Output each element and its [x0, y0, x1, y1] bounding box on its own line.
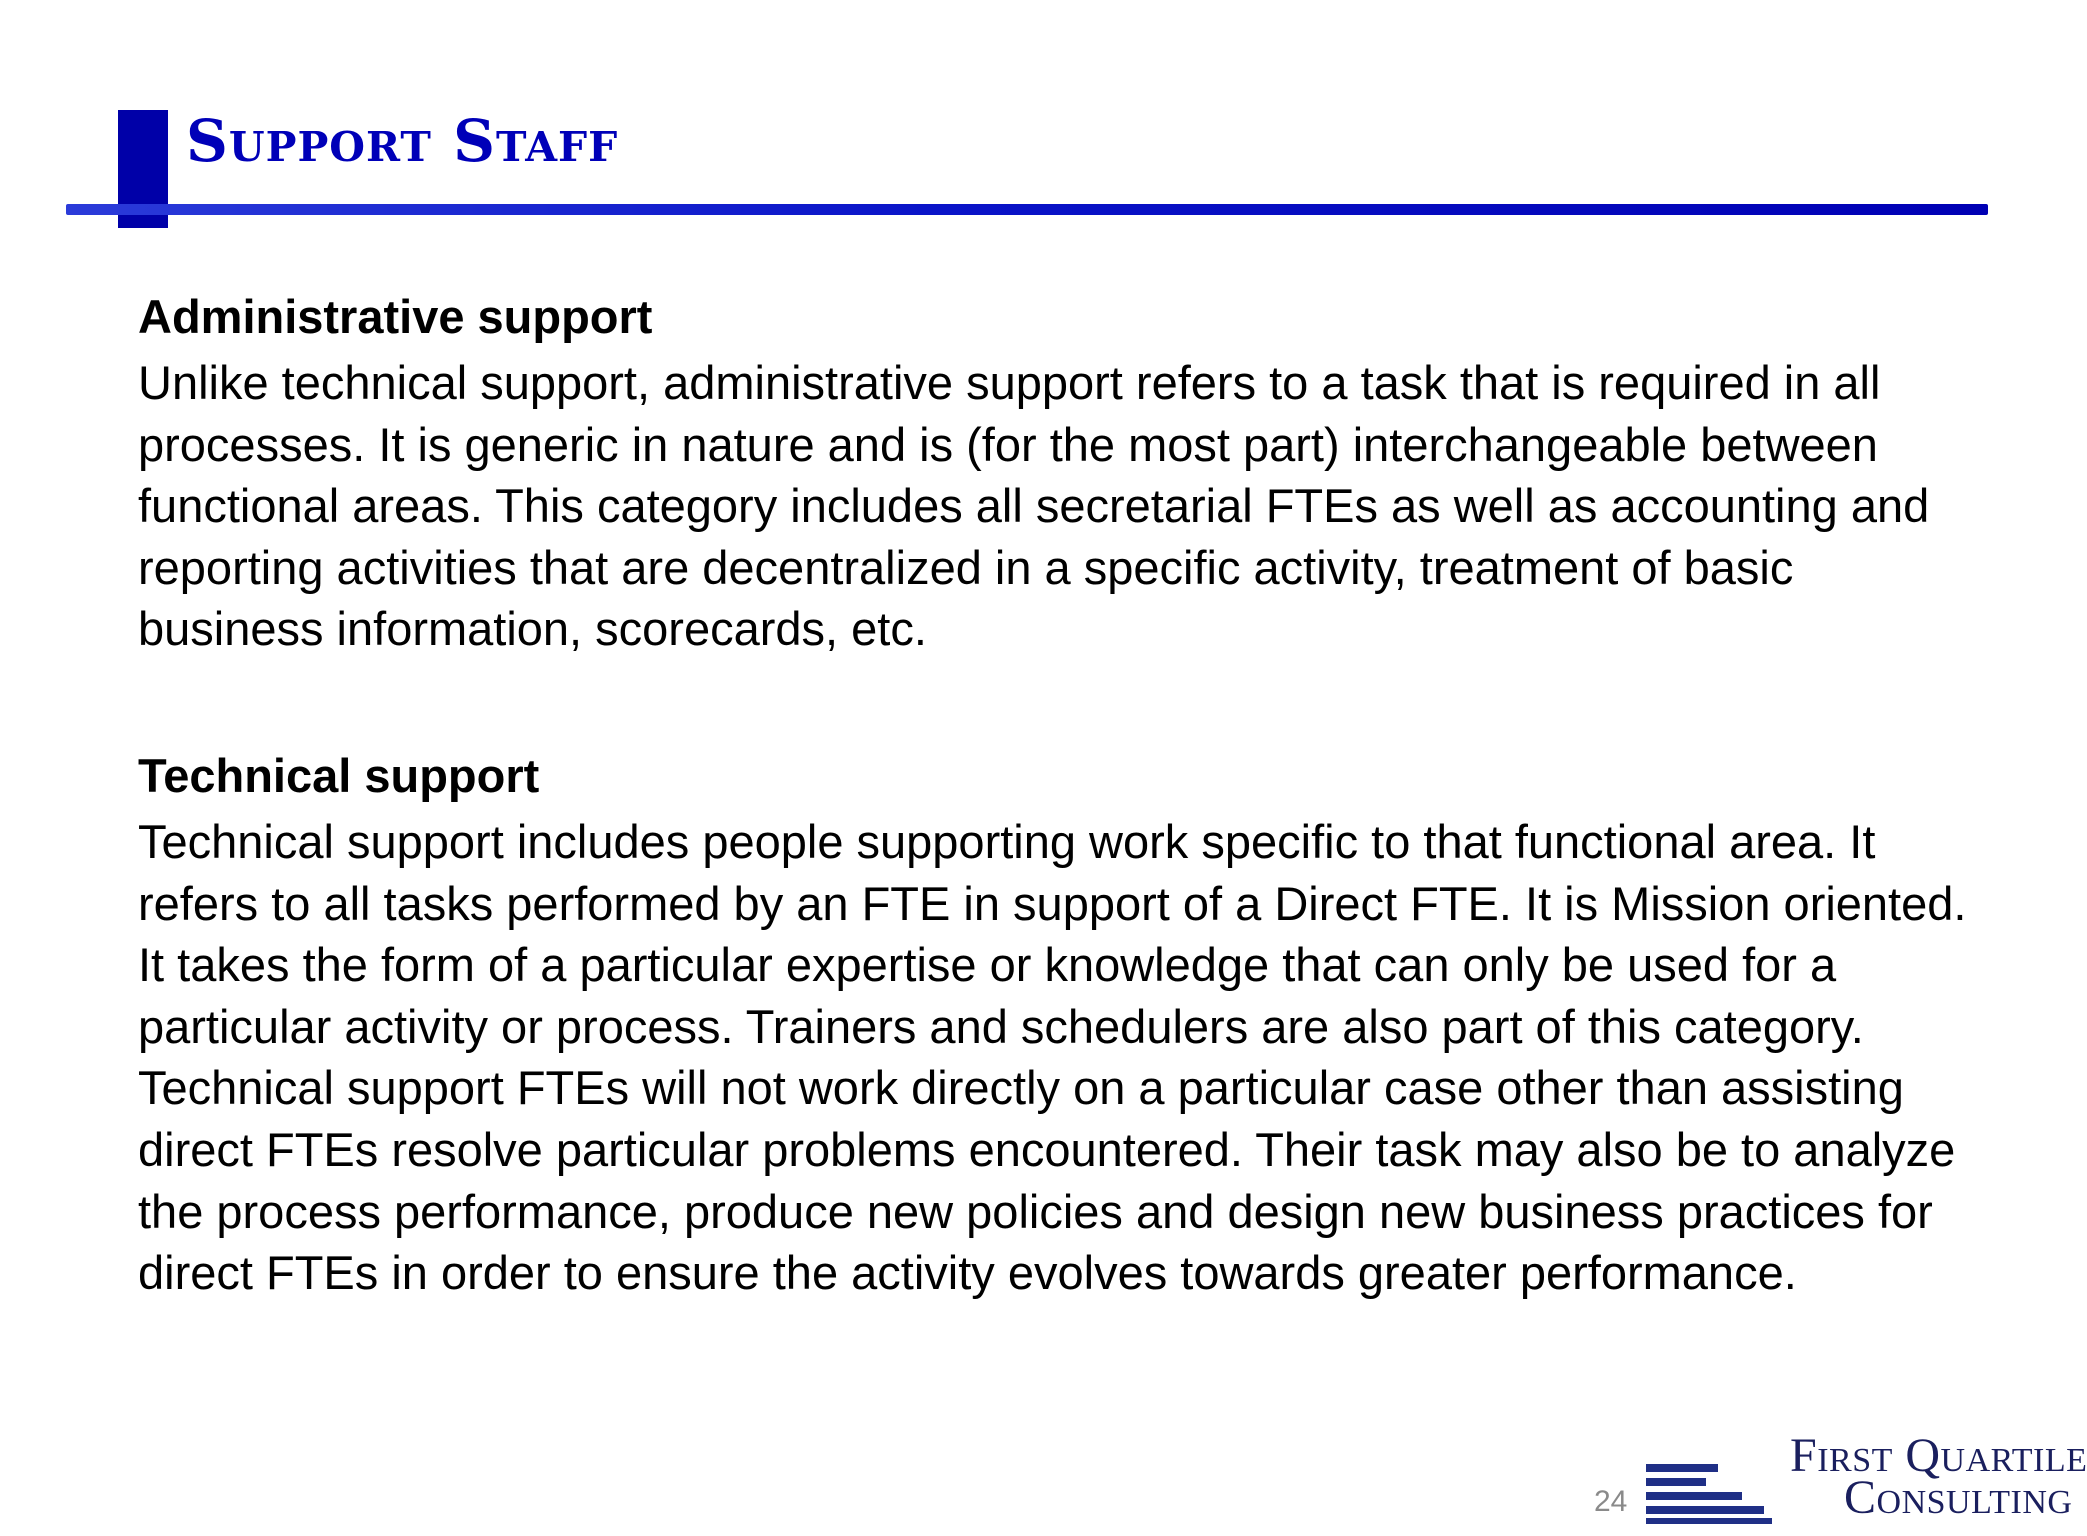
slide-content	[138, 286, 1978, 1304]
logo-bars-icon	[1646, 1434, 1776, 1524]
section-technical-support	[138, 745, 1978, 1304]
section-heading: Technical support	[138, 748, 540, 802]
title-underline-rule	[66, 204, 1988, 215]
logo-line-first-quartile: First Quartile	[1790, 1429, 2087, 1482]
logo-line-consulting: Consulting	[1844, 1471, 2073, 1524]
section-gap	[138, 660, 1978, 745]
section-body: Unlike technical support, administrative support refers to a task that is required in all processes. It is generic in nature and is (for the most part) interchangeable between functional areas. This category includes all secretarial FTEs as well as accounting and reporting activities that are decentralized in a specific activity, treatment of basic business information, scorecards, etc.	[138, 356, 1930, 656]
section-body: Technical support includes people supporting work specific to that functional area. It refers to all tasks performed by an FTE in support of a Direct FTE. It is Mission oriented. It takes the form of a particular expertise or knowledge that can only be used for a particular activity or process. Trainers and schedulers are also part of this category. Technical support FTEs will not work directly on a particular case other than assisting direct FTEs resolve particular problems encountered. Their task may also be to analyze the process performance, produce new policies and design new business practices for direct FTEs in order to ensure the activity evolves towards greater performance.	[138, 814, 1967, 1300]
section-heading: Administrative support	[138, 290, 653, 343]
section-administrative-support	[138, 286, 1978, 660]
slide-title: Support Staff	[186, 107, 619, 175]
page-number: 24	[1594, 1485, 1628, 1518]
company-logo	[1646, 1429, 2087, 1524]
